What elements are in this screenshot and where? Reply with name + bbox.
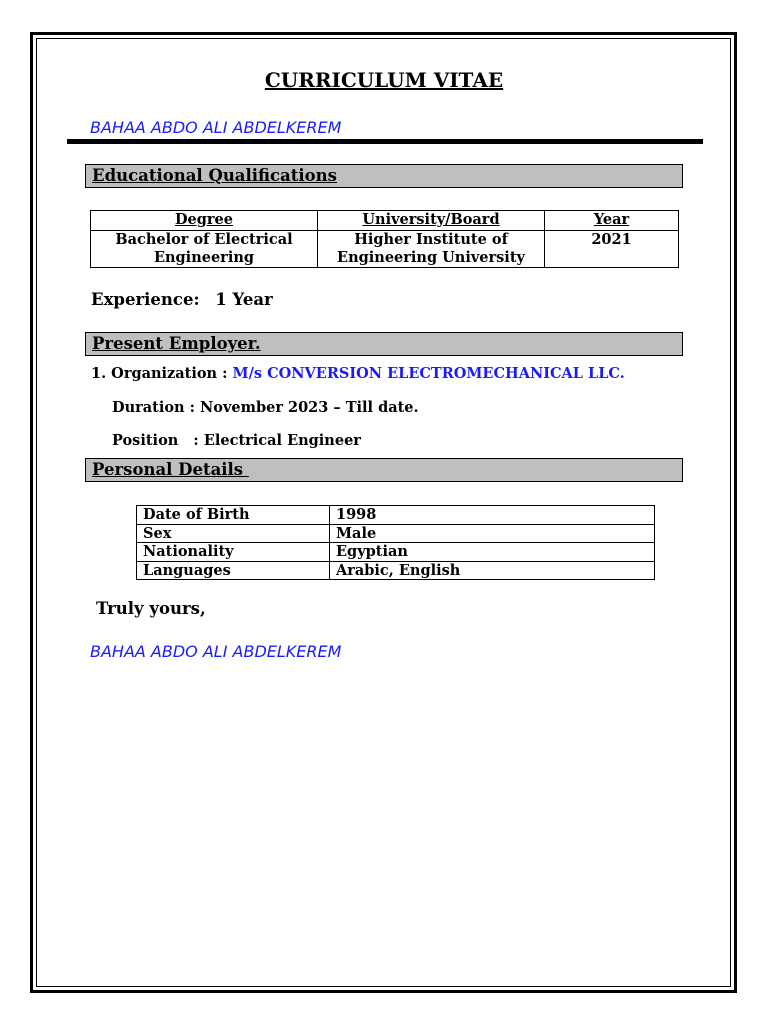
employer-section-header: [85, 332, 683, 356]
nationality-value: Egyptian: [330, 543, 655, 562]
experience-value: 1 Year: [215, 290, 273, 309]
candidate-name: BAHAA ABDO ALI ABDELKEREM: [90, 118, 342, 137]
column-header-year: Year: [545, 211, 679, 231]
sex-label: Sex: [137, 524, 330, 543]
personal-heading: Personal Details: [92, 460, 249, 479]
personal-details-table: [136, 505, 655, 580]
position-value: Electrical Engineer: [203, 432, 361, 449]
organization-line: [91, 365, 625, 382]
header-divider: [67, 139, 703, 144]
table-row: [137, 524, 655, 543]
experience-label: Experience:: [91, 290, 200, 309]
table-header-row: [91, 211, 679, 231]
organization-name: M/s CONVERSION ELECTROMECHANICAL LLC.: [232, 365, 625, 382]
table-row: [137, 506, 655, 525]
signature-name: BAHAA ABDO ALI ABDELKEREM: [90, 642, 342, 661]
duration-label: Duration :: [112, 399, 201, 416]
column-header-degree: Degree: [91, 211, 318, 231]
duration-value: November 2023 – Till date.: [200, 399, 419, 416]
nationality-label: Nationality: [137, 543, 330, 562]
education-heading: Educational Qualifications: [92, 166, 337, 185]
university-cell: Higher Institute of Engineering University: [318, 231, 545, 268]
experience-line: [91, 290, 273, 309]
document-title: CURRICULUM VITAE: [264, 68, 504, 92]
languages-label: Languages: [137, 561, 330, 580]
education-table: [90, 210, 679, 268]
year-cell: 2021: [545, 231, 679, 268]
table-row: [137, 543, 655, 562]
degree-cell: Bachelor of Electrical Engineering: [91, 231, 318, 268]
dob-value: 1998: [330, 506, 655, 525]
table-row: [91, 231, 679, 268]
dob-label: Date of Birth: [137, 506, 330, 525]
table-row: [137, 561, 655, 580]
personal-section-header: [85, 458, 683, 482]
column-header-university: University/Board: [318, 211, 545, 231]
employer-heading: Present Employer.: [92, 334, 261, 353]
organization-label: 1. Organization :: [91, 365, 233, 382]
languages-value: Arabic, English: [330, 561, 655, 580]
closing-text: Truly yours,: [96, 599, 206, 618]
position-label: Position :: [112, 432, 204, 449]
duration-line: [112, 399, 419, 416]
position-line: [112, 432, 361, 449]
education-section-header: [85, 164, 683, 188]
sex-value: Male: [330, 524, 655, 543]
